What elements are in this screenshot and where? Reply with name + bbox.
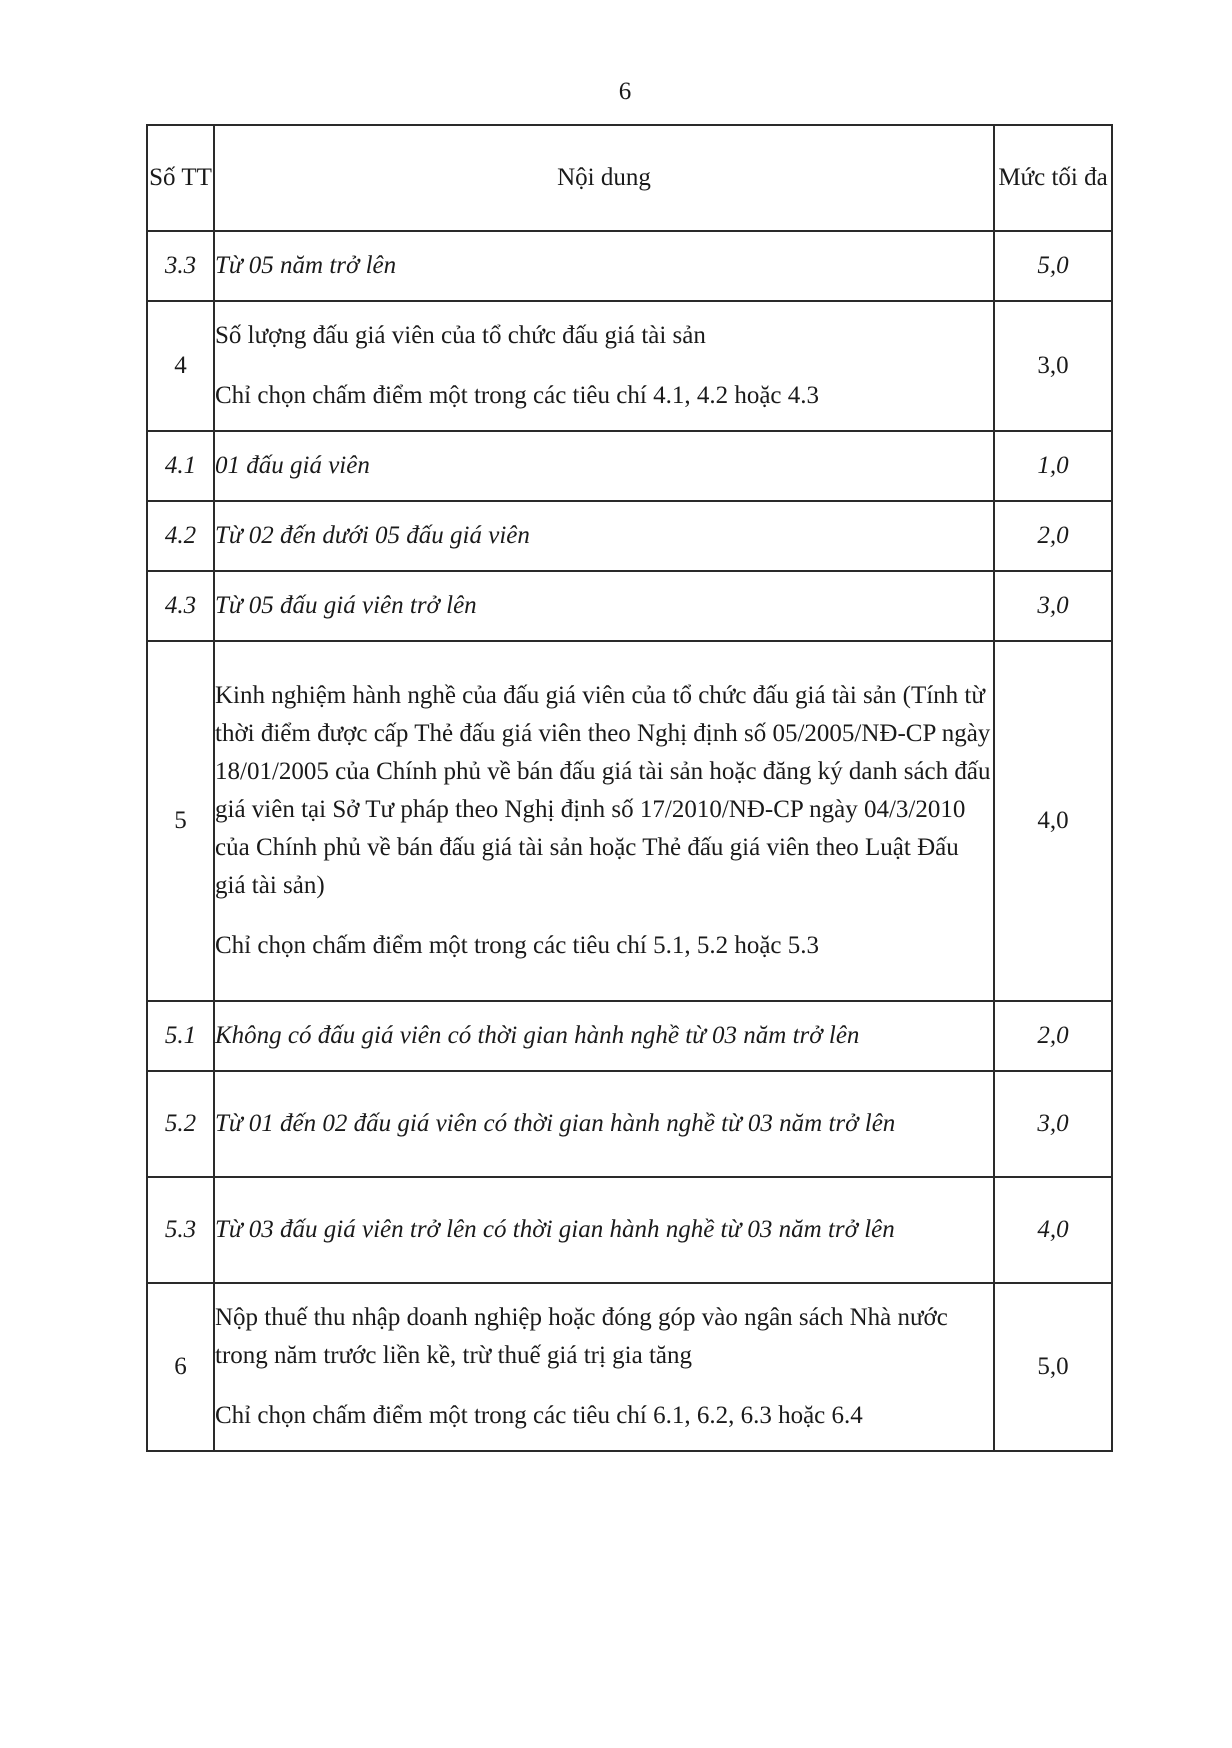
row-content [214,301,994,431]
row-paragraph: Chỉ chọn chấm điểm một trong các tiêu chí 4.1, 4.2 hoặc 4.3 [215,382,820,409]
row-paragraph: Từ 05 đấu giá viên trở lên [215,592,477,619]
row-max-score: 3,0 [994,1071,1112,1177]
table-row [147,231,1112,301]
row-max-score: 4,0 [994,641,1112,1001]
row-content [214,501,994,571]
row-paragraph: Nộp thuế thu nhập doanh nghiệp hoặc đóng góp vào ngân sách Nhà nước trong năm trước liền kề, trừ thuế giá trị gia tăng [215,1304,948,1369]
row-number: 5.3 [147,1177,214,1283]
row-content [214,1071,994,1177]
row-content [214,1283,994,1451]
row-paragraph: Từ 03 đấu giá viên trở lên có thời gian hành nghề từ 03 năm trở lên [215,1216,895,1243]
row-number: 4.3 [147,571,214,641]
row-max-score: 1,0 [994,431,1112,501]
row-paragraph: Chỉ chọn chấm điểm một trong các tiêu chí 5.1, 5.2 hoặc 5.3 [215,932,820,959]
row-paragraph: Số lượng đấu giá viên của tổ chức đấu giá tài sản [215,322,706,349]
row-paragraph: Từ 01 đến 02 đấu giá viên có thời gian hành nghề từ 03 năm trở lên [215,1110,896,1137]
row-number: 4.1 [147,431,214,501]
table-row [147,571,1112,641]
criteria-table [146,124,1113,1452]
row-number: 5.1 [147,1001,214,1071]
row-max-score: 2,0 [994,1001,1112,1071]
table-row [147,1177,1112,1283]
row-max-score: 5,0 [994,1283,1112,1451]
row-content [214,1177,994,1283]
table-row [147,1283,1112,1451]
row-number: 3.3 [147,231,214,301]
table-row [147,501,1112,571]
row-number: 6 [147,1283,214,1451]
row-content [214,431,994,501]
row-content [214,571,994,641]
table-row [147,301,1112,431]
row-max-score: 3,0 [994,301,1112,431]
row-max-score: 4,0 [994,1177,1112,1283]
table-row [147,431,1112,501]
row-number: 5 [147,641,214,1001]
table-row [147,1001,1112,1071]
table-row [147,1071,1112,1177]
header-content: Nội dung [214,125,994,231]
row-content [214,231,994,301]
row-max-score: 3,0 [994,571,1112,641]
row-max-score: 5,0 [994,231,1112,301]
row-paragraph: Chỉ chọn chấm điểm một trong các tiêu chí 6.1, 6.2, 6.3 hoặc 6.4 [215,1402,863,1429]
row-number: 4 [147,301,214,431]
row-paragraph: 01 đấu giá viên [215,452,370,479]
table-header-row [147,125,1112,231]
header-max-score: Mức tối đa [994,125,1112,231]
row-number: 4.2 [147,501,214,571]
row-paragraph: Kinh nghiệm hành nghề của đấu giá viên của tổ chức đấu giá tài sản (Tính từ thời điểm được cấp Thẻ đấu giá viên theo Nghị định số 05/2005/NĐ-CP ngày 18/01/2005 của Chính phủ về bán đấu giá tài sản hoặc đăng ký danh sách đấu giá viên tại Sở Tư pháp theo Nghị định số 17/2010/NĐ-CP ngày 04/3/2010 của Chính phủ về bán đấu giá tài sản hoặc Thẻ đấu giá viên theo Luật Đấu giá tài sản) [215,682,991,899]
row-paragraph: Từ 02 đến dưới 05 đấu giá viên [215,522,530,549]
table-row [147,641,1112,1001]
row-content [214,1001,994,1071]
header-number: Số TT [147,125,214,231]
row-content [214,641,994,1001]
row-max-score: 2,0 [994,501,1112,571]
page-number: 6 [618,78,632,105]
row-paragraph: Từ 05 năm trở lên [215,252,397,279]
row-number: 5.2 [147,1071,214,1177]
row-paragraph: Không có đấu giá viên có thời gian hành nghề từ 03 năm trở lên [215,1022,860,1049]
